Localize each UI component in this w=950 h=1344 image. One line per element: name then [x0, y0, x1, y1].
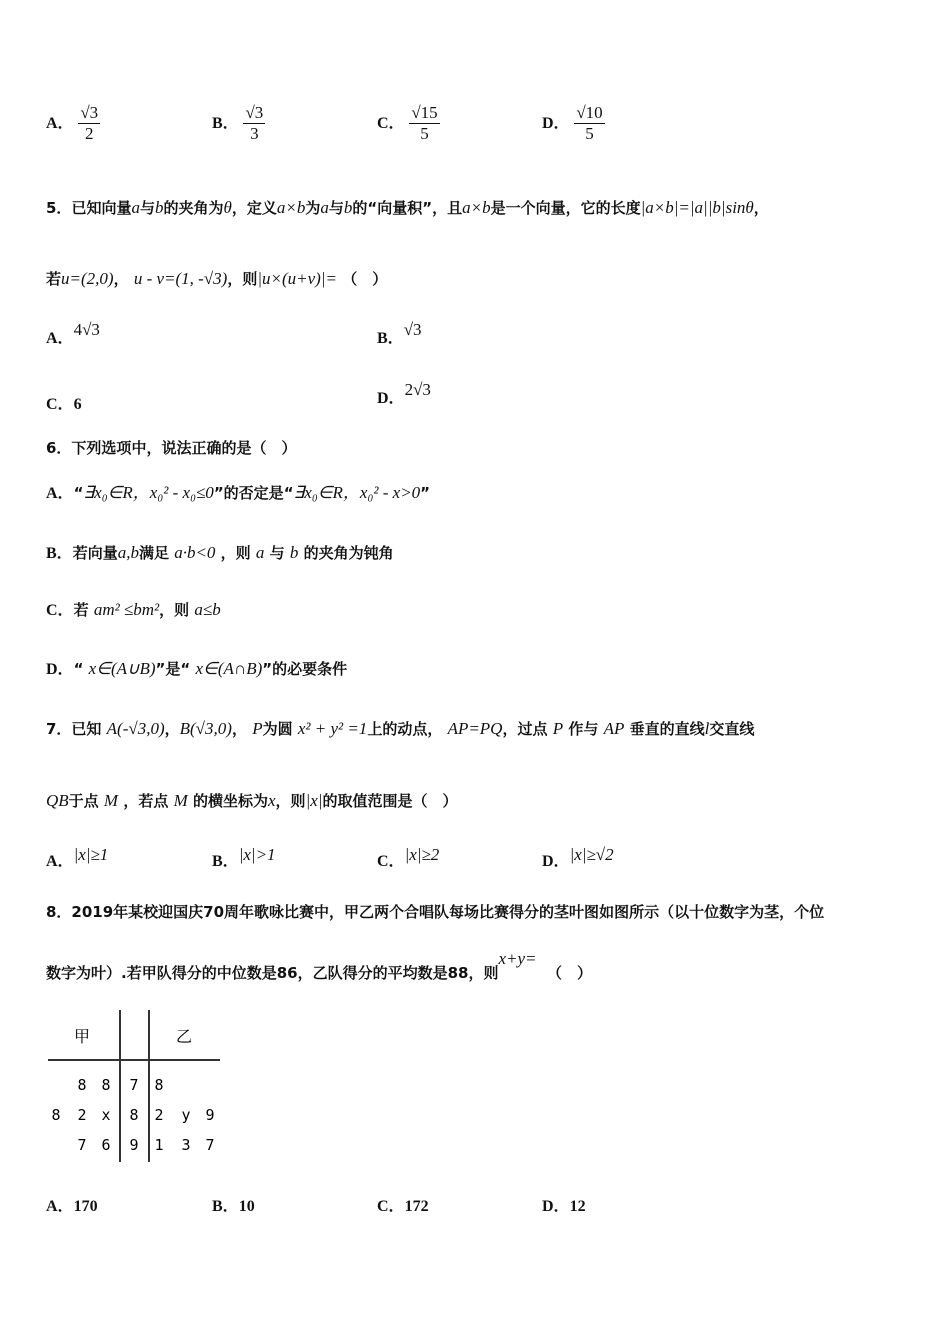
q5-option-a[interactable]: A．4√3: [46, 320, 100, 347]
q7-option-b[interactable]: B．|x|>1: [212, 845, 276, 870]
leaf-right: y: [181, 1106, 191, 1124]
q4-option-a[interactable]: A． $\frac{√3}{2}$: [46, 103, 99, 143]
stem-value: 7: [129, 1076, 139, 1094]
header-right: 乙: [175, 1027, 193, 1046]
q4-option-b[interactable]: B． $\frac{√3}{3}$: [212, 103, 264, 143]
q5-option-c[interactable]: C．6: [46, 396, 82, 413]
q7-option-a[interactable]: A．|x|≥1: [46, 845, 109, 870]
leaf-left: 7: [77, 1136, 87, 1154]
leaf-right: 3: [181, 1136, 191, 1154]
leaf-right: 2: [154, 1106, 164, 1124]
leaf-right: 1: [154, 1136, 164, 1154]
stem-leaf-plot: [44, 1008, 224, 1164]
q6-option-d[interactable]: D．“ x∈(A∪B)”是“ x∈(A∩B)”的必要条件: [46, 659, 348, 678]
leaf-left: 6: [101, 1136, 111, 1154]
q7-line1: 7．已知 A(-√3,0)，B(√3,0)， P为圆 x² + y² =1上的动点， AP=PQ，过点 P 作与 AP 垂直的直线l交直线: [46, 719, 755, 738]
fraction: $\frac{√3}{3}$: [245, 103, 264, 143]
q5-line1: 5．已知向量a与b的夹角为θ，定义a×b为a与b的“向量积”，且a×b是一个向量，它的长度|a×b|=|a||b|sinθ，: [46, 198, 769, 217]
q7-line2: QB于点 M ，若点 M 的横坐标为x，则|x|的取值范围是（ ）: [46, 791, 458, 810]
leaf-left: 8: [101, 1076, 111, 1094]
q6-option-b[interactable]: B．若向量a,b满足 a·b<0 ，则 a 与 b 的夹角为钝角: [46, 543, 394, 562]
stem-leaf-svg: [44, 1008, 224, 1164]
q4-option-d[interactable]: D． $\frac{√10}{5}$: [542, 103, 603, 143]
q8-option-d[interactable]: D．12: [542, 1198, 586, 1215]
leaf-left: 8: [51, 1106, 61, 1124]
q6-stem: 6．下列选项中，说法正确的是（ ）: [46, 439, 297, 457]
q6-option-a[interactable]: A．“∃x₀∈R，x₀² - x₀≤0”的否定是“∃x₀∈R，x₀² - x>0”: [46, 483, 431, 502]
leaf-left: 8: [77, 1076, 87, 1094]
q5-option-b[interactable]: B．√3: [377, 320, 422, 347]
leaf-right: 7: [205, 1136, 215, 1154]
q6-option-c[interactable]: C．若 am² ≤bm²，则 a≤b: [46, 600, 221, 619]
stem-value: 8: [129, 1106, 139, 1124]
q8-option-b[interactable]: B．10: [212, 1198, 255, 1215]
q8-line2: 数字为叶）.若甲队得分的中位数是86，乙队得分的平均数是88，则x+y= （ ）: [46, 949, 592, 982]
q5-option-d[interactable]: D．2√3: [377, 380, 431, 407]
q8-line1: 8．2019年某校迎国庆70周年歌咏比赛中，甲乙两个合唱队每场比赛得分的茎叶图如图所示（以十位数字为茎，个位: [46, 903, 825, 921]
q7-option-c[interactable]: C．|x|≥2: [377, 845, 440, 870]
leaf-left: x: [101, 1106, 111, 1124]
header-left: 甲: [73, 1027, 91, 1046]
leaf-left: 2: [77, 1106, 87, 1124]
leaf-right: 8: [154, 1076, 164, 1094]
stem-value: 9: [129, 1136, 139, 1154]
q4-option-c[interactable]: C． $\frac{√15}{5}$: [377, 103, 438, 143]
q5-line2: 若u=(2,0)， u - v=(1, -√3)，则|u×(u+v)|= （ ）: [46, 269, 388, 288]
q8-option-c[interactable]: C．172: [377, 1198, 429, 1215]
q8-option-a[interactable]: A．170: [46, 1198, 98, 1215]
fraction: $\frac{√10}{5}$: [576, 103, 603, 143]
fraction: $\frac{√15}{5}$: [411, 103, 438, 143]
q7-option-d[interactable]: D．|x|≥√2: [542, 845, 614, 870]
leaf-right: 9: [205, 1106, 215, 1124]
fraction: $\frac{√3}{2}$: [80, 103, 99, 143]
